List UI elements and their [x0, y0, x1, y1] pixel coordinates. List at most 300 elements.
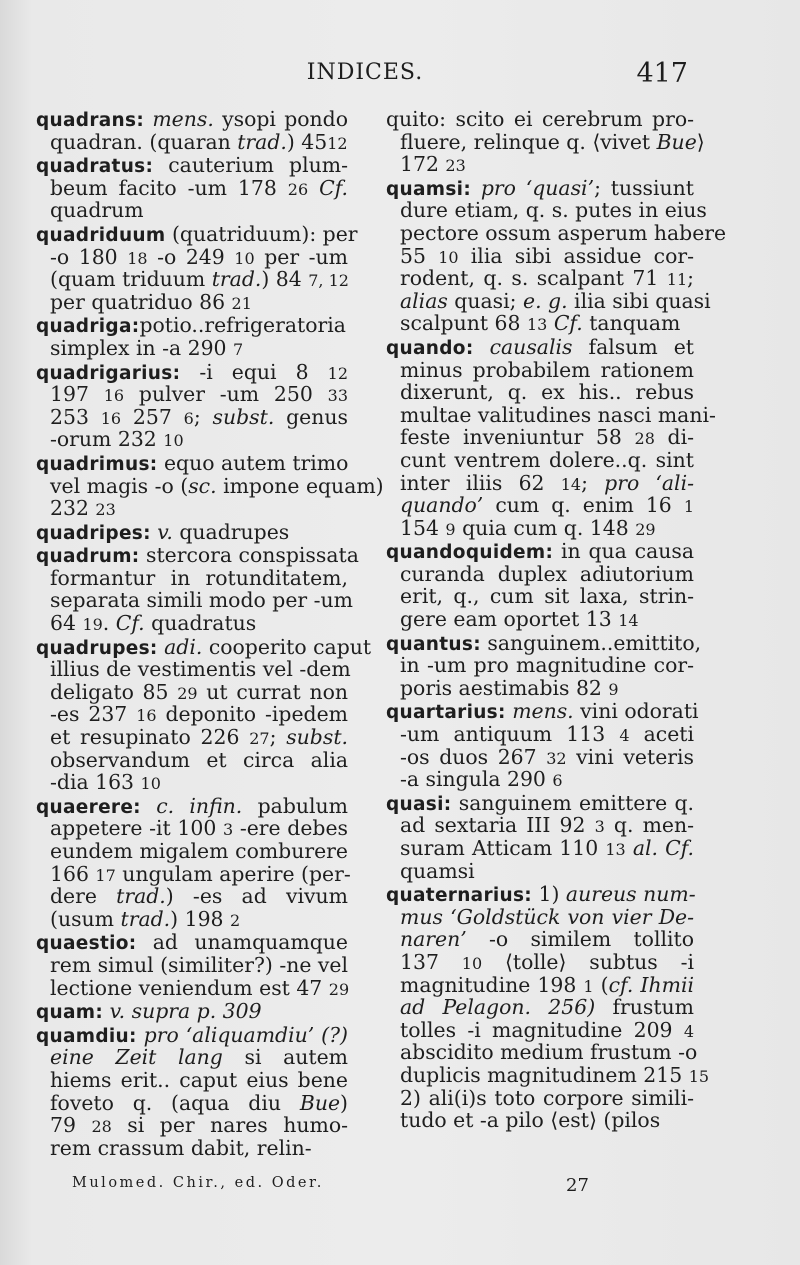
- entry-line: [36, 131, 348, 154]
- index-entry: [36, 314, 348, 359]
- entry-text: deponito -ipedem: [156, 702, 348, 727]
- index-entry: [386, 630, 702, 700]
- entry-line: [386, 699, 699, 724]
- entry-text: vini odorati: [573, 699, 699, 724]
- entry-line: [36, 543, 359, 568]
- entry-text: pro ‘quasi’: [480, 175, 595, 200]
- entry-line: [36, 749, 348, 772]
- line-reference: 26: [287, 179, 309, 199]
- entry-text: trad.: [120, 906, 171, 931]
- entry-text: [308, 176, 319, 200]
- entry-text: 172: [400, 152, 446, 177]
- entry-line: [36, 246, 348, 269]
- entry-line: [36, 840, 348, 863]
- entry-line: [386, 860, 694, 883]
- entry-line: [386, 1087, 694, 1110]
- line-reference: 12: [327, 133, 348, 153]
- entry-text: -um antiquum 113: [400, 722, 620, 747]
- headword: quamdiu:: [36, 1025, 137, 1047]
- line-reference: 23: [445, 156, 466, 176]
- line-reference: 4: [619, 726, 630, 746]
- entry-line: [386, 449, 694, 472]
- index-entry: [36, 521, 348, 544]
- entry-text: ) -es ad vivum: [165, 884, 348, 909]
- entry-text: ut currat non: [197, 679, 348, 704]
- entry-line: [36, 268, 348, 291]
- entry-line: [386, 608, 694, 631]
- line-reference: 32: [546, 748, 567, 768]
- entry-text: pabulum: [242, 793, 348, 818]
- entry-line: [386, 974, 694, 997]
- entry-text: foveto q. (aqua diu: [50, 1090, 300, 1115]
- entry-text: Bue: [299, 1090, 341, 1115]
- entry-text: cum q. enim 16: [483, 493, 684, 518]
- line-reference: 14: [560, 474, 582, 494]
- index-entry: [36, 450, 384, 521]
- entry-text: scalpunt 68: [400, 311, 527, 336]
- entry-text: ilia sibi quasi: [567, 288, 711, 313]
- right-column: [386, 107, 727, 1133]
- entry-text: tudo et -a pilo ⟨est⟩ (pilos: [400, 1108, 661, 1133]
- entry-text: pectore ossum asperum habere: [400, 220, 727, 245]
- entry-line: [36, 452, 348, 475]
- entry-line: [36, 1000, 348, 1023]
- entry-text: 1): [532, 882, 566, 907]
- headword: quaerere:: [36, 796, 141, 818]
- headword: quaestio:: [36, 933, 137, 955]
- line-reference: 12: [327, 363, 348, 383]
- line-reference: 16: [136, 706, 157, 726]
- line-reference: 29: [177, 683, 198, 703]
- entry-line: [36, 221, 358, 246]
- entry-text: trad.: [116, 884, 166, 909]
- line-reference: 10: [234, 248, 255, 268]
- entry-line: [36, 1114, 348, 1137]
- entry-line: [386, 220, 727, 245]
- entry-text: -o 249: [147, 244, 235, 269]
- entry-text: (: [593, 972, 609, 997]
- entry-text: Cf.: [553, 311, 583, 336]
- index-entry: [36, 361, 348, 451]
- entry-text: per -um: [254, 244, 348, 269]
- entry-text: abscidito medium frustum -o: [400, 1040, 698, 1065]
- entry-line: [386, 585, 694, 608]
- entry-line: [36, 1137, 348, 1160]
- entry-text: ) 84: [261, 267, 309, 292]
- entry-line: [36, 428, 348, 451]
- index-entry: [36, 108, 348, 153]
- line-reference: 6: [183, 408, 194, 428]
- line-reference: 9: [608, 679, 619, 699]
- entry-line: [36, 406, 348, 429]
- headword: quandoquidem:: [386, 542, 554, 564]
- entry-text: cauterium plum-: [153, 153, 348, 178]
- line-reference: 7, 12: [308, 271, 349, 291]
- entry-line: [386, 768, 694, 791]
- entry-text: -i equi 8: [180, 359, 328, 384]
- line-reference: 9: [445, 519, 456, 539]
- entry-line: [386, 1062, 710, 1087]
- entry-text: -orum 232: [50, 427, 164, 452]
- entry-text: suram Atticam 110: [400, 836, 606, 860]
- entry-text: c. infin.: [156, 793, 243, 818]
- entry-line: [386, 883, 694, 906]
- line-reference: 21: [231, 293, 252, 313]
- headword: quadrupes:: [36, 637, 158, 659]
- entry-text: quasi;: [447, 288, 523, 313]
- entry-text: quando’: [400, 493, 484, 518]
- entry-text: trad.: [237, 129, 287, 154]
- index-entry: [36, 1000, 348, 1023]
- entry-line: [36, 291, 348, 314]
- entry-text: (quam triduum: [50, 267, 212, 292]
- entry-line: [36, 314, 348, 337]
- entry-line: [386, 245, 694, 268]
- entry-line: [386, 1040, 698, 1065]
- entry-text: deligato 85: [50, 679, 178, 704]
- entry-line: [36, 154, 348, 177]
- entry-text: cooperito caput: [202, 634, 372, 659]
- entry-text: eine Zeit lang: [50, 1045, 223, 1070]
- headword: quadrimus:: [36, 453, 158, 475]
- entry-line: [36, 861, 351, 886]
- entry-line: [36, 634, 372, 659]
- entry-text: mens.: [152, 107, 214, 131]
- entry-text: fluere, relinque q. ⟨vivet: [400, 129, 657, 154]
- entry-text: -o 180: [50, 244, 128, 269]
- index-entry: [386, 334, 716, 540]
- entry-text: -os duos 267: [400, 744, 547, 769]
- entry-text: cf. Ihmii: [608, 972, 694, 997]
- headword: quadripes:: [36, 522, 151, 544]
- headword: quasi:: [386, 793, 452, 815]
- entry-line: [386, 177, 694, 200]
- entry-line: [386, 359, 694, 382]
- headword: quadriga:: [36, 316, 140, 338]
- entry-text: Cf.: [115, 611, 145, 636]
- entry-text: [137, 1023, 144, 1047]
- entry-text: e. g.: [523, 288, 568, 313]
- entry-text: 232: [50, 496, 96, 521]
- entry-text: -o similem tollito: [466, 927, 694, 952]
- entry-text: rodent, q. s. scalpant 71: [400, 266, 667, 291]
- entry-line: [386, 108, 694, 131]
- entry-text: equo autem trimo: [157, 450, 349, 475]
- entry-text: observandum et circa alia: [50, 747, 348, 772]
- entry-line: [386, 906, 694, 929]
- entry-line: [36, 1069, 348, 1092]
- entry-line: [386, 654, 694, 677]
- entry-text: illius de vestimentis vel -dem: [50, 657, 351, 682]
- index-entry: [36, 543, 359, 636]
- index-entry: [36, 221, 358, 314]
- index-entry: [36, 793, 351, 931]
- entry-text: ad sextaria III 92: [400, 813, 595, 838]
- line-reference: 10: [438, 247, 459, 267]
- entry-text: Cf.: [319, 175, 348, 200]
- index-entry: [386, 699, 699, 792]
- entry-line: [386, 677, 694, 700]
- entry-line: [386, 517, 694, 540]
- entry-text: potio..refrigeratoria: [139, 313, 346, 338]
- line-reference: 23: [95, 500, 116, 520]
- entry-text: vini veteris: [566, 744, 694, 769]
- entry-text: [474, 335, 490, 359]
- entry-text: quito: scito ei cerebrum pro-: [386, 107, 694, 131]
- entry-text: rem simul (similiter?) -ne vel: [50, 952, 348, 977]
- line-reference: 17: [95, 865, 116, 885]
- entry-text: pro ‘ali-: [604, 470, 694, 495]
- entry-text: 257: [121, 404, 184, 429]
- entry-line: [36, 588, 353, 613]
- entry-line: [36, 1024, 348, 1047]
- entry-text: ;: [269, 725, 287, 750]
- entry-line: [386, 402, 716, 427]
- entry-text: simplex in -a 290: [50, 335, 234, 360]
- entry-line: [36, 199, 348, 222]
- entry-text: 137: [400, 949, 462, 974]
- line-reference: 19: [82, 615, 103, 635]
- entry-text: gere eam oportet 13: [400, 607, 619, 632]
- entry-text: ; tussiunt: [594, 175, 694, 200]
- entry-text: mus ‘Goldstück von vier De-: [400, 904, 694, 929]
- entry-line: [36, 681, 348, 704]
- entry-text: si per nares humo-: [111, 1113, 348, 1138]
- entry-text: q. men-: [604, 813, 694, 838]
- entry-text: appetere -it 100: [50, 816, 223, 841]
- entry-text: 166: [50, 861, 96, 886]
- index-entry: [36, 1024, 348, 1160]
- line-reference: 6: [552, 771, 563, 791]
- entry-text: sanguinem emittere q.: [451, 790, 694, 815]
- running-header: [0, 58, 800, 92]
- headword: quando:: [386, 337, 474, 359]
- entry-line: [386, 792, 694, 815]
- headword: quartarius:: [386, 702, 506, 724]
- entry-line: [386, 312, 694, 335]
- entry-text: ad unamquamque: [136, 930, 348, 955]
- entry-text: quamsi: [400, 858, 475, 883]
- entry-line: [386, 723, 694, 746]
- entry-text: quadrum: [50, 198, 144, 223]
- entry-line: [36, 908, 348, 931]
- signature-mark: 27: [566, 1175, 589, 1196]
- headword: quantus:: [386, 633, 481, 655]
- entry-text: tolles -i magnitudine 209: [400, 1017, 684, 1042]
- entry-line: [36, 567, 348, 590]
- entry-text: pulver -um 250: [124, 382, 328, 407]
- entry-text: minus probabilem rationem: [400, 357, 694, 382]
- entry-line: [36, 795, 348, 818]
- entry-text: inter iliis 62: [400, 470, 561, 495]
- entry-text: naren’: [400, 927, 467, 952]
- entry-text: -a singula 290: [400, 767, 553, 792]
- entry-text: (quatriduum): per: [165, 221, 358, 246]
- entry-text: [471, 176, 481, 200]
- entry-line: [386, 746, 694, 769]
- headword: quadrigarius:: [36, 362, 181, 384]
- index-entry: [386, 175, 727, 336]
- entry-text: (usum: [50, 906, 121, 931]
- line-reference: 10: [163, 431, 184, 451]
- entry-text: in qua causa: [553, 539, 694, 564]
- line-reference: 28: [634, 429, 655, 449]
- entry-line: [386, 928, 694, 951]
- entry-text: impone equam): [216, 473, 384, 498]
- entry-text: ) 45: [286, 129, 328, 154]
- line-reference: 7: [233, 339, 244, 359]
- entry-text: falsum et: [572, 334, 695, 359]
- index-entry: [386, 792, 694, 882]
- entry-text: aureus num-: [565, 882, 696, 907]
- line-reference: 4: [683, 1021, 694, 1041]
- line-reference: 29: [635, 519, 656, 539]
- line-reference: 1: [583, 976, 594, 996]
- entry-text: ⟨tolle⟩ subtus -i: [482, 949, 694, 974]
- entry-line: [36, 108, 348, 131]
- entry-text: ): [340, 1090, 348, 1115]
- line-reference: 10: [140, 774, 161, 794]
- entry-text: 197: [50, 382, 104, 407]
- entry-text: sanguinem..emittito,: [480, 630, 702, 655]
- entry-text: 64: [50, 611, 83, 636]
- entry-text: 2) ali(i)s toto corpore simili-: [400, 1085, 694, 1110]
- entry-line: [386, 153, 694, 176]
- entry-text: et resupinato 226: [50, 725, 250, 750]
- entry-text: magnitudine 198: [400, 972, 584, 997]
- entry-line: [36, 817, 348, 840]
- entry-text: ungulam aperire (per-: [115, 861, 351, 886]
- line-reference: 15: [688, 1066, 710, 1086]
- headword: quadrans:: [36, 110, 145, 131]
- entry-text: ysopi pondo: [213, 107, 349, 131]
- entry-text: dixerunt, q. ex his.. rebus: [400, 380, 694, 405]
- entry-line: [386, 381, 694, 404]
- entry-line: [36, 977, 348, 1000]
- entry-line: [386, 472, 694, 495]
- entry-text: -dia 163: [50, 770, 141, 795]
- left-column: [36, 107, 384, 1160]
- entry-text: 154: [400, 515, 446, 540]
- entry-text: [141, 794, 156, 818]
- entry-line: [36, 521, 348, 544]
- entry-text: lectione veniendum est 47: [50, 975, 329, 1000]
- entry-line: [36, 771, 348, 794]
- entry-line: [386, 951, 694, 974]
- entry-text: vel magis -o (: [50, 473, 189, 498]
- entry-line: [386, 996, 694, 1019]
- entry-line: [36, 954, 348, 977]
- line-reference: 3: [594, 817, 605, 837]
- entry-line: [36, 1092, 348, 1115]
- entry-text: Bue: [656, 129, 697, 154]
- entry-text: tanquam: [582, 311, 681, 336]
- entry-text: hiems erit.. caput eius bene: [50, 1067, 348, 1092]
- line-reference: 1: [683, 497, 694, 517]
- headword: quamsi:: [386, 178, 472, 200]
- line-reference: 10: [461, 953, 483, 973]
- line-reference: 27: [249, 729, 270, 749]
- entry-text: subst.: [286, 725, 348, 750]
- entry-line: [36, 361, 348, 384]
- entry-line: [36, 726, 348, 749]
- entry-text: sc.: [188, 473, 217, 498]
- index-entry: [386, 882, 710, 1133]
- index-entry: [386, 540, 694, 630]
- running-title: INDICES.: [306, 60, 424, 85]
- entry-text: quia cum q. 148: [455, 515, 636, 540]
- entry-line: [36, 337, 348, 360]
- entry-line: [36, 657, 351, 682]
- entry-line: [386, 426, 694, 449]
- entry-text: si autem: [222, 1045, 348, 1070]
- entry-line: [386, 630, 702, 655]
- entry-line: [36, 473, 384, 498]
- line-reference: 14: [618, 611, 639, 631]
- entry-text: ;: [581, 470, 605, 495]
- entry-text: subst.: [212, 404, 275, 429]
- entry-line: [386, 563, 694, 586]
- index-entry: [36, 931, 348, 999]
- line-reference: 16: [100, 408, 122, 428]
- entry-text: 253: [50, 404, 101, 429]
- entry-text: frustum: [595, 995, 694, 1020]
- headword: quaternarius:: [386, 885, 533, 907]
- entry-line: [386, 288, 711, 313]
- entry-line: [386, 837, 694, 860]
- line-reference: 28: [91, 1117, 112, 1137]
- entry-line: [386, 267, 694, 290]
- line-reference: 3: [222, 820, 234, 840]
- line-reference: 2: [230, 910, 241, 930]
- entry-line: [386, 814, 694, 837]
- entry-line: [36, 931, 348, 954]
- headword: quadratus:: [36, 156, 154, 178]
- entry-text: eundem migalem comburere: [50, 839, 348, 863]
- headword: quadriduum: [36, 224, 166, 246]
- entry-text: cunt ventrem dolere..q. sint: [400, 447, 694, 472]
- entry-text: mens.: [512, 699, 574, 724]
- entry-text: quadrupes: [172, 519, 290, 544]
- line-reference: 13: [526, 315, 548, 335]
- entry-text: 55: [400, 243, 439, 268]
- entry-text: aceti: [629, 722, 695, 747]
- line-reference: 13: [605, 840, 626, 859]
- entry-text: trad.: [211, 267, 262, 292]
- entry-text: di-: [654, 425, 695, 450]
- entry-text: .: [102, 611, 116, 636]
- entry-line: [386, 336, 694, 359]
- entry-text: beum facito -um 178: [50, 175, 288, 200]
- entry-line: [36, 497, 348, 520]
- line-reference: 18: [127, 248, 148, 268]
- index-entry: [36, 634, 372, 795]
- entry-text: [179, 1023, 186, 1047]
- line-reference: 29: [328, 979, 350, 999]
- entry-text: in -um pro magnitudine cor-: [400, 653, 694, 678]
- entry-line: [36, 177, 348, 200]
- index-entry: [386, 107, 705, 177]
- entry-text: -es 237: [50, 702, 137, 727]
- entry-text: per quatriduo 86: [50, 289, 232, 314]
- entry-line: [386, 198, 707, 223]
- page-number: 417: [636, 58, 688, 89]
- headword: quadrum:: [36, 546, 140, 568]
- entry-line: [36, 885, 348, 908]
- entry-text: formantur in rotunditatem,: [50, 565, 348, 590]
- entry-text: ) 198: [170, 906, 230, 931]
- entry-text: ilia sibi assidue cor-: [458, 243, 694, 268]
